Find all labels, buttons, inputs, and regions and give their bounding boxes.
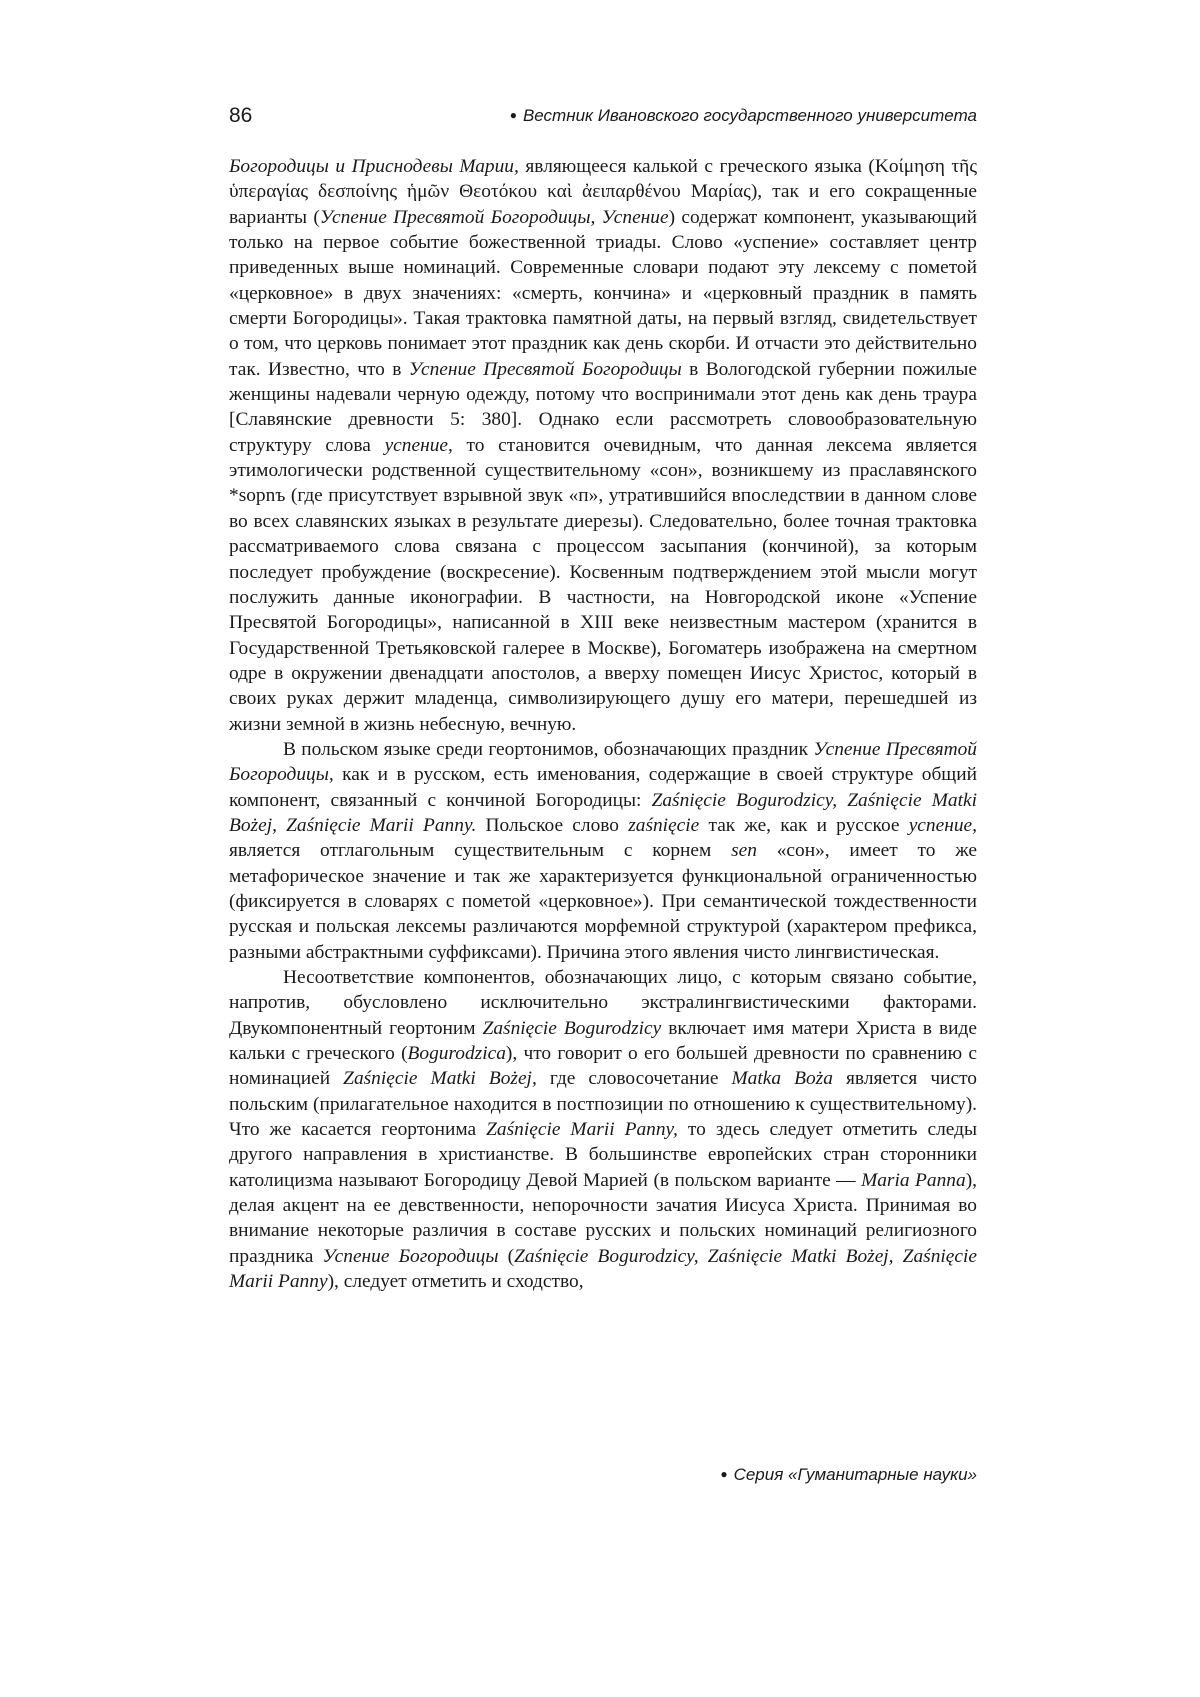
italic-term: Богородицы и Приснодевы Марии, [229, 156, 519, 177]
italic-term: успение [385, 435, 448, 456]
text-run: ), что говорит о его большей древности по сравнению с номинацией [229, 1043, 977, 1089]
italic-term: sen [731, 840, 757, 861]
text-run: ), делая акцент на ее девственности, непорочности зачатия Иисуса Хри­ста. Принимая во внимание некоторые различия в составе русских и польских номинаций религиозного праздника [229, 1170, 977, 1267]
paragraph [229, 965, 977, 1294]
paragraph [229, 737, 977, 965]
series-title: Серия «Гуманитарные науки» [734, 1465, 977, 1484]
journal-title [510, 106, 977, 126]
italic-term: Zaśnięcie Marii Panny, [486, 1119, 678, 1140]
article-body [229, 154, 977, 1294]
italic-term: Успение Пресвятой Богородицы [409, 359, 682, 380]
text-run: Несоответствие компонентов, обозначающих лицо, с которым связано событие, напротив, обусловлено исключительно экстралингвистическими факторами. Двукомпонентный геортоним [229, 967, 977, 1039]
text-run: В польском языке среди геортонимов, обозначающих праздник [283, 739, 813, 760]
text-run: то здесь следует отметить следы другого направ­ления в христианстве. В большинстве европейских стран сторонники католи­цизма называют Богородицу Девой Марией (в польском варианте — [229, 1119, 977, 1191]
italic-term: Успение Пресвятой Богородицы, Успение [320, 207, 669, 228]
italic-term: Успение Пресвятой Богородицы, [229, 739, 977, 785]
text-run: ), следует отметить и сходство, [328, 1271, 584, 1292]
italic-term: Успение Богородицы [323, 1246, 499, 1267]
text-run: является чисто польским (прилагательное находится в постпозиции по отношению к существительному). Что же касается георто­нима [229, 1068, 977, 1140]
italic-term: Zaśnięcie Bogurodzicy, Zaśnięcie Matki Bożej, Zaśnięcie Marii Panny [229, 1246, 977, 1292]
running-header [229, 100, 977, 134]
bullet-icon: ● [510, 108, 517, 122]
journal-page [0, 0, 1200, 1697]
paragraph [229, 154, 977, 737]
text-run: , то стано­вится очевидным, что данная лексема является этимологически родственной существительному «сон», возникшему из праславянского *sopnъ (где присут­ствует взрывной звук «п», утратившийся впоследствии в данном слове во всех славянских языках в результате диерезы). Следовательно, более точная трак­товка рассматриваемого слова связана с процессом засыпания (кончиной), за которым последует пробуждение (воскресение). Косвенным подтвержде­нием этой мысли могут послужить данные иконографии. В частности, на Нов­городской иконе «Успение Пресвятой Богородицы», написанной в XIII веке неизвестным мастером (хранится в Государственной Третьяковской галерее в Москве), Богоматерь изображена на смертном одре в окружении двенадцати апостолов, а вверху помещен Иисус Христос, который в своих руках держит младенца, символизирующего душу его матери, перешедшей из жизни земной в жизнь небесную, вечную. [229, 435, 977, 735]
italic-term: zaśnięcie [628, 815, 699, 836]
text-run: в Вологод­ской губернии пожилые женщины надевали черную одежду, потому что вос­принимали этот день как день траура [Славянские древности 5: 380]. Однако если рассмотреть словообразовательную структуру слова [229, 359, 977, 456]
italic-term: успение, [909, 815, 977, 836]
text-run: где сло­восочетание [537, 1068, 732, 1089]
bullet-icon: ● [720, 1467, 727, 1481]
italic-term: Bogurodzica [408, 1043, 506, 1064]
text-run: как и в русском, есть именования, содержащие в своей структуре общий компонент, связанный с кончиной Богородицы: [229, 764, 977, 810]
text-run: Польское слово [476, 815, 628, 836]
text-run: является отглагольным существитель­ным с корнем [229, 840, 731, 861]
text-run: ) со­держат компонент, указывающий только на первое событие божественной триады. Слово «успение» составляет центр приведенных выше номинаций. Современные словари подают эту лексему с пометой «церковное» в двух зна­чениях: «смерть, кончина» и «церковный праздник в память смерти Богоро­дицы». Такая трактовка памятной даты, на первый взгляд, свидетельствует о том, что церковь понимает этот праздник как день скорби. И отчасти это дей­ствительно так. Известно, что в [229, 207, 977, 380]
italic-term: Maria Panna [861, 1170, 966, 1191]
journal-title-text: Вестник Ивановского государственного университета [523, 106, 977, 125]
text-run: так же, как и русское [699, 815, 908, 836]
text-run: являющееся калькой с греческого языка (Κοίμηση τῆς ὑπεραγίας δεσποίνης ἡμῶν Θεοτόκου καὶ ἀειπαρθένου Μαρίας), так и его сокращенные варианты ( [229, 156, 977, 228]
italic-term: Matka Boża [732, 1068, 833, 1089]
italic-term: Zaśnięcie Matki Bożej, [343, 1068, 537, 1089]
running-footer [720, 1465, 977, 1485]
text-run: «сон», имеет то же метафорическое значение и так же харак­теризуется функциональной ограниченностью (фиксируется в словарях с по­метой «церковное»). При семантической тождественности русская и польская лексемы различаются морфемной структурой (характером префикса, разными абстрактными суффиксами). Причина этого явления чисто лингвистическая. [229, 840, 977, 962]
text-run: включает имя матери Христа в виде кальки с греческого ( [229, 1018, 977, 1064]
italic-term: Zaśnięcie Bogurodzicy, Zaśnięcie Matki Bożej, Zaśnięcie Marii Panny. [229, 790, 977, 836]
text-run: ( [498, 1246, 514, 1267]
page-number: 86 [229, 104, 252, 128]
italic-term: Zaśnięcie Bogurodzicy [483, 1018, 662, 1039]
